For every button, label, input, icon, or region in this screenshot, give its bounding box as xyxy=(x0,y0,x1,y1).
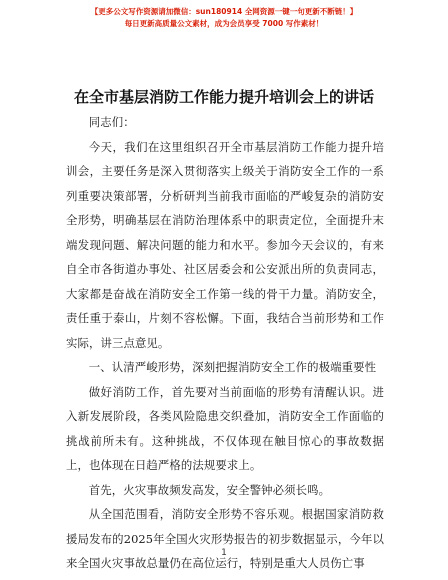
document-body xyxy=(66,110,384,576)
promo-banner-line-2: 每日更新高质量公文素材，成为会员享受 7000 写作素材！ xyxy=(124,19,324,28)
body-paragraph: 首先，火灾事故频发高发，安全警钟必须长鸣。 xyxy=(88,482,331,497)
document-title: 在全市基层消防工作能力提升培训会上的讲话 xyxy=(73,88,374,106)
section-heading: 一、认清严峻形势，深刻把握消防安全工作的极端重要性 xyxy=(88,360,377,374)
body-paragraph: 从全国范围看，消防安全形势不容乐观。根据国家消防救援局发布的2025年全国火灾形势报告的初步数据显示，今年以来全国火灾事故总量仍在高位运行，特别是重大人员伤亡事 xyxy=(66,507,384,570)
body-paragraph: 今天，我们在这里组织召开全市基层消防工作能力提升培训会，主要任务是深入贯彻落实上级关于消防安全工作的一系列重要决策部署，分析研判当前我市面临的严峻复杂的消防安全形势，明确基层在消防治理体系中的职责定位，全面提升末端发现问题、解决问题的能力和水平。参加今天会议的，有来自全市各街道办事处、社区居委会和公安派出所的负责同志，大家都是奋战在消防安全工作第一线的骨干力量。消防安全，责任重于泰山，片刻不容松懈。下面，我结合当前形势和工作实际，讲三点意见。 xyxy=(66,139,384,350)
promo-banner xyxy=(0,6,448,30)
promo-banner-line-1: 【更多公文写作资源请加微信：sun180914 全网资源一键一句更新不断链！】 xyxy=(90,7,358,16)
body-paragraph: 做好消防工作，首先要对当前面临的形势有清醒认识。进入新发展阶段，各类风险隐患交织叠加，消防安全工作面临的挑战前所未有。这种挑战，不仅体现在触目惊心的事故数据上，也体现在日趋严格的法规要求上。 xyxy=(66,384,384,472)
salutation: 同志们： xyxy=(88,115,135,129)
page-number: 1 xyxy=(221,548,227,558)
